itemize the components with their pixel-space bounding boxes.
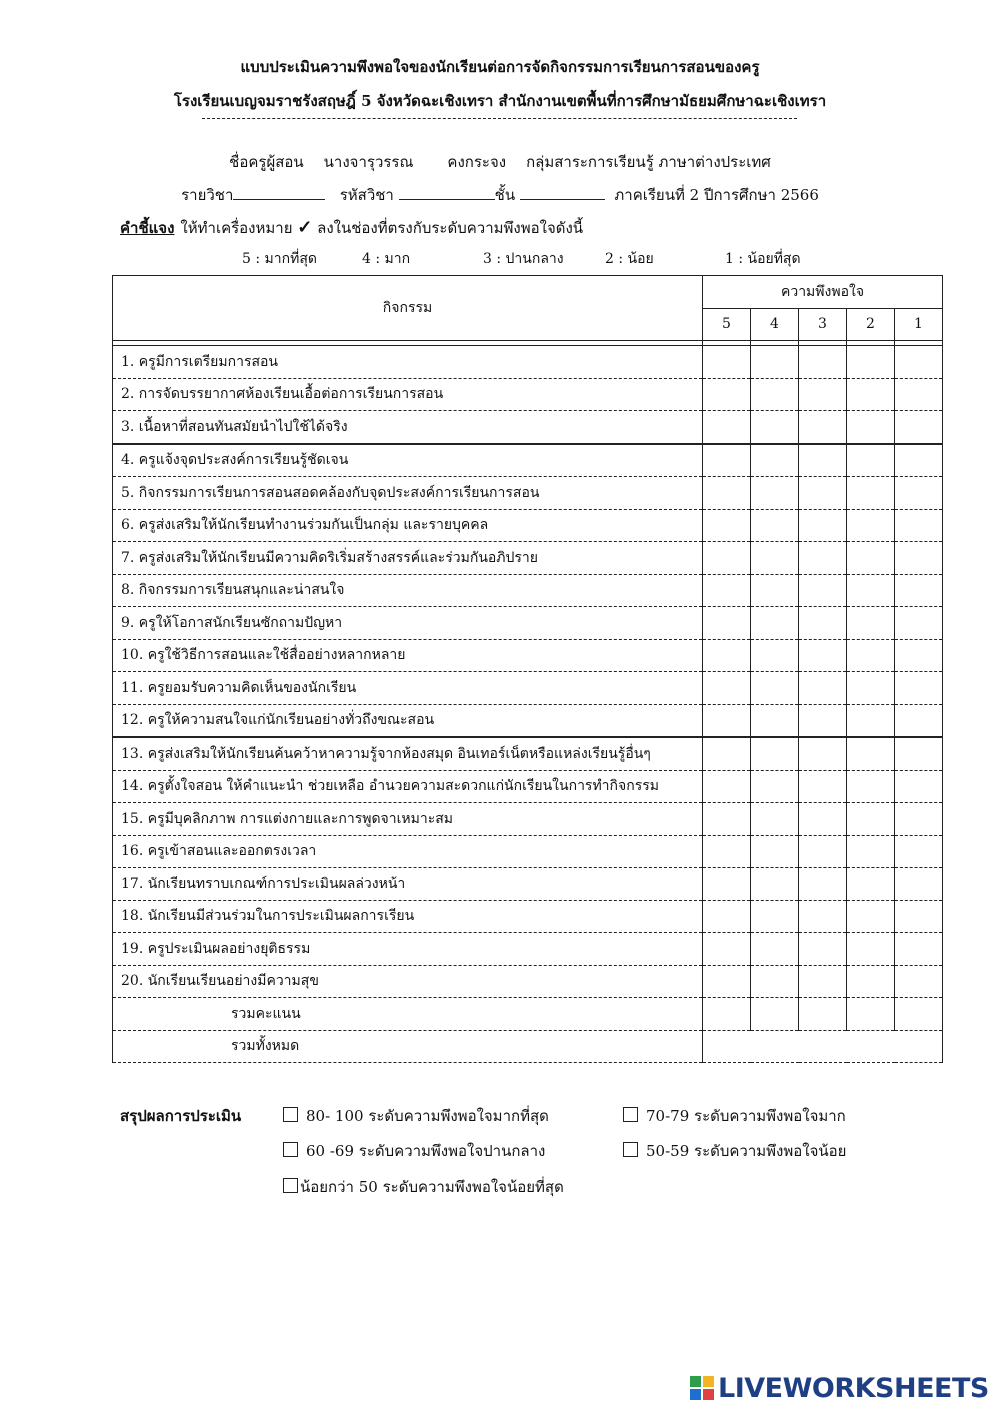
- summary-label: สรุปผลการประเมิน: [120, 1107, 242, 1125]
- table-row: [113, 509, 943, 542]
- activity-header: กิจกรรม: [113, 276, 703, 341]
- total-score-label: รวมคะแนน: [113, 998, 703, 1031]
- satisfaction-header: ความพึงพอใจ: [703, 276, 943, 309]
- rating-cell-3[interactable]: [799, 672, 847, 705]
- table-row: [113, 672, 943, 705]
- rating-cell-1[interactable]: [895, 378, 943, 411]
- total-score-row: [113, 998, 943, 1031]
- total-score-cell-5[interactable]: [703, 998, 751, 1031]
- rating-cell-4[interactable]: [751, 639, 799, 672]
- rating-cell-2[interactable]: [847, 346, 895, 379]
- summary-option-below-50[interactable]: [283, 1175, 564, 1199]
- grand-total-cell[interactable]: [703, 1030, 943, 1063]
- rating-cell-5[interactable]: [703, 574, 751, 607]
- level-header-4: 4: [751, 308, 799, 341]
- rating-cell-1[interactable]: [895, 803, 943, 836]
- rating-cell-5[interactable]: [703, 933, 751, 966]
- check-icon: ✓: [297, 217, 313, 238]
- teacher-name: นางจารุวรรณ: [323, 153, 414, 171]
- rating-cell-3[interactable]: [799, 965, 847, 998]
- checkbox-icon[interactable]: [283, 1178, 298, 1193]
- rating-cell-1[interactable]: [895, 835, 943, 868]
- rating-cell-4[interactable]: [751, 444, 799, 477]
- rating-cell-2[interactable]: [847, 835, 895, 868]
- rating-cell-4[interactable]: [751, 868, 799, 901]
- term-text: ภาคเรียนที่ 2 ปีการศึกษา 2566: [614, 186, 819, 204]
- rating-cell-2[interactable]: [847, 444, 895, 477]
- rating-cell-4[interactable]: [751, 672, 799, 705]
- table-row: [113, 607, 943, 640]
- rating-cell-5[interactable]: [703, 737, 751, 770]
- activity-cell: 19. ครูประเมินผลอย่างยุติธรรม: [113, 933, 703, 966]
- summary-option-text: 80- 100 ระดับความพึงพอใจมากที่สุด: [306, 1107, 549, 1125]
- rating-cell-1[interactable]: [895, 933, 943, 966]
- rating-cell-5[interactable]: [703, 704, 751, 737]
- grand-total-label: รวมทั้งหมด: [113, 1030, 703, 1063]
- activity-cell: 2. การจัดบรรยากาศห้องเรียนเอื้อต่อการเรียนการสอน: [113, 378, 703, 411]
- teacher-label: ชื่อครูผู้สอน: [229, 153, 304, 171]
- rating-cell-2[interactable]: [847, 803, 895, 836]
- rating-cell-2[interactable]: [847, 933, 895, 966]
- rating-cell-5[interactable]: [703, 835, 751, 868]
- rating-cell-1[interactable]: [895, 444, 943, 477]
- summary-option-text: น้อยกว่า 50 ระดับความพึงพอใจน้อยที่สุด: [300, 1178, 564, 1196]
- rating-cell-3[interactable]: [799, 933, 847, 966]
- rating-cell-3[interactable]: [799, 639, 847, 672]
- rating-cell-2[interactable]: [847, 965, 895, 998]
- instructions-text-after: ลงในช่องที่ตรงกับระดับความพึงพอใจดังนี้: [317, 219, 584, 237]
- rating-cell-2[interactable]: [847, 704, 895, 737]
- rating-cell-5[interactable]: [703, 607, 751, 640]
- rating-cell-4[interactable]: [751, 477, 799, 510]
- instructions-label: คำชี้แจง: [120, 219, 175, 237]
- rating-cell-2[interactable]: [847, 737, 895, 770]
- activity-cell: 9. ครูให้โอกาสนักเรียนซักถามปัญหา: [113, 607, 703, 640]
- rating-cell-3[interactable]: [799, 574, 847, 607]
- rating-cell-1[interactable]: [895, 900, 943, 933]
- rating-cell-3[interactable]: [799, 542, 847, 575]
- activity-cell: 12. ครูให้ความสนใจแก่นักเรียนอย่างทั่วถึงขณะสอน: [113, 704, 703, 737]
- rating-cell-3[interactable]: [799, 444, 847, 477]
- rating-cell-4[interactable]: [751, 933, 799, 966]
- rating-cell-1[interactable]: [895, 574, 943, 607]
- rating-cell-1[interactable]: [895, 704, 943, 737]
- total-score-cell-4[interactable]: [751, 998, 799, 1031]
- rating-cell-2[interactable]: [847, 574, 895, 607]
- instructions-text-before: ให้ทำเครื่องหมาย: [180, 219, 293, 237]
- rating-cell-2[interactable]: [847, 378, 895, 411]
- subject-line: [0, 183, 1000, 207]
- rating-cell-4[interactable]: [751, 411, 799, 444]
- rating-cell-4[interactable]: [751, 509, 799, 542]
- rating-cell-4[interactable]: [751, 346, 799, 379]
- scale-5: 5 : มากที่สุด: [242, 251, 317, 267]
- rating-cell-3[interactable]: [799, 737, 847, 770]
- checkbox-icon[interactable]: [283, 1142, 298, 1157]
- rating-cell-1[interactable]: [895, 672, 943, 705]
- rating-cell-5[interactable]: [703, 378, 751, 411]
- table-row: [113, 803, 943, 836]
- rating-cell-1[interactable]: [895, 639, 943, 672]
- rating-cell-4[interactable]: [751, 378, 799, 411]
- rating-cell-5[interactable]: [703, 346, 751, 379]
- activity-cell: 3. เนื้อหาที่สอนทันสมัยนำไปใช้ได้จริง: [113, 411, 703, 444]
- table-row: [113, 477, 943, 510]
- checkbox-icon[interactable]: [623, 1107, 638, 1122]
- activity-cell: 10. ครูใช้วิธีการสอนและใช้สื่ออย่างหลากหลาย: [113, 639, 703, 672]
- rating-cell-4[interactable]: [751, 574, 799, 607]
- class-label: ชั้น: [494, 186, 516, 204]
- summary-option-text: 60 -69 ระดับความพึงพอใจปานกลาง: [306, 1142, 546, 1160]
- rating-cell-4[interactable]: [751, 900, 799, 933]
- activity-cell: 8. กิจกรรมการเรียนสนุกและน่าสนใจ: [113, 574, 703, 607]
- table-row: [113, 835, 943, 868]
- table-row: [113, 868, 943, 901]
- rating-cell-1[interactable]: [895, 607, 943, 640]
- checkbox-icon[interactable]: [283, 1107, 298, 1122]
- rating-cell-4[interactable]: [751, 607, 799, 640]
- summary-option-70-79[interactable]: [623, 1104, 846, 1128]
- divider: [202, 118, 797, 119]
- rating-cell-5[interactable]: [703, 770, 751, 803]
- teacher-surname: คงกระจง: [447, 153, 507, 171]
- table-row: [113, 737, 943, 770]
- rating-cell-3[interactable]: [799, 607, 847, 640]
- summary-option-text: 50-59 ระดับความพึงพอใจน้อย: [646, 1142, 847, 1160]
- summary-option-60-69[interactable]: [283, 1139, 545, 1163]
- rating-cell-1[interactable]: [895, 346, 943, 379]
- activity-cell: 16. ครูเข้าสอนและออกตรงเวลา: [113, 835, 703, 868]
- activity-cell: 5. กิจกรรมการเรียนการสอนสอดคล้องกับจุดประสงค์การเรียนการสอน: [113, 477, 703, 510]
- activity-cell: 14. ครูตั้งใจสอน ให้คำแนะนำ ช่วยเหลือ อำนวยความสะดวกแก่นักเรียนในการทำกิจกรรม: [113, 770, 703, 803]
- rating-cell-3[interactable]: [799, 346, 847, 379]
- rating-cell-1[interactable]: [895, 965, 943, 998]
- rating-cell-3[interactable]: [799, 900, 847, 933]
- code-field[interactable]: [399, 187, 495, 200]
- level-header-1: 1: [895, 308, 943, 341]
- rating-cell-5[interactable]: [703, 509, 751, 542]
- table-row: [113, 542, 943, 575]
- rating-cell-1[interactable]: [895, 542, 943, 575]
- rating-cell-5[interactable]: [703, 965, 751, 998]
- table-row: [113, 444, 943, 477]
- class-field[interactable]: [520, 187, 605, 200]
- total-score-cell-3[interactable]: [799, 998, 847, 1031]
- activity-cell: 4. ครูแจ้งจุดประสงค์การเรียนรู้ชัดเจน: [113, 444, 703, 477]
- school-line: โรงเรียนเบญจมราชรังสฤษฎิ์ 5 จังหวัดฉะเชิงเทรา สำนักงานเขตพื้นที่การศึกษามัธยมศึกษาฉะเชิงเทรา: [173, 92, 827, 110]
- liveworksheets-logo: [690, 1373, 989, 1404]
- rating-cell-5[interactable]: [703, 672, 751, 705]
- rating-cell-2[interactable]: [847, 639, 895, 672]
- scale-4: 4 : มาก: [362, 251, 411, 267]
- rating-cell-5[interactable]: [703, 542, 751, 575]
- scale-3: 3 : ปานกลาง: [483, 251, 564, 267]
- table-row: [113, 770, 943, 803]
- rating-cell-1[interactable]: [895, 868, 943, 901]
- table-row: [113, 900, 943, 933]
- rating-cell-1[interactable]: [895, 509, 943, 542]
- rating-cell-4[interactable]: [751, 542, 799, 575]
- rating-cell-1[interactable]: [895, 737, 943, 770]
- rating-cell-3[interactable]: [799, 477, 847, 510]
- rating-cell-1[interactable]: [895, 477, 943, 510]
- rating-cell-3[interactable]: [799, 704, 847, 737]
- rating-cell-5[interactable]: [703, 444, 751, 477]
- rating-cell-2[interactable]: [847, 542, 895, 575]
- rating-cell-4[interactable]: [751, 835, 799, 868]
- table-row: [113, 639, 943, 672]
- rating-cell-4[interactable]: [751, 803, 799, 836]
- table-row: [113, 378, 943, 411]
- table-row: [113, 704, 943, 737]
- rating-cell-3[interactable]: [799, 509, 847, 542]
- grand-total-row: [113, 1030, 943, 1063]
- activity-cell: 13. ครูส่งเสริมให้นักเรียนค้นคว้าหาความรู้จากห้องสมุด อินเทอร์เน็ตหรือแหล่งเรียนรู้อื่นๆ: [113, 737, 703, 770]
- rating-cell-3[interactable]: [799, 411, 847, 444]
- rating-cell-4[interactable]: [751, 737, 799, 770]
- rating-cell-1[interactable]: [895, 770, 943, 803]
- rating-cell-2[interactable]: [847, 509, 895, 542]
- level-header-3: 3: [799, 308, 847, 341]
- rating-cell-3[interactable]: [799, 378, 847, 411]
- rating-cell-2[interactable]: [847, 770, 895, 803]
- rating-cell-2[interactable]: [847, 411, 895, 444]
- table-row: [113, 965, 943, 998]
- rating-cell-5[interactable]: [703, 411, 751, 444]
- rating-cell-2[interactable]: [847, 477, 895, 510]
- activity-cell: 7. ครูส่งเสริมให้นักเรียนมีความคิดริเริ่มสร้างสรรค์และร่วมกันอภิปราย: [113, 542, 703, 575]
- scale-1: 1 : น้อยที่สุด: [725, 251, 801, 267]
- activity-cell: 6. ครูส่งเสริมให้นักเรียนทำงานร่วมกันเป็นกลุ่ม และรายบุคคล: [113, 509, 703, 542]
- total-score-cell-1[interactable]: [895, 998, 943, 1031]
- summary-option-text: 70-79 ระดับความพึงพอใจมาก: [646, 1107, 846, 1125]
- rating-cell-4[interactable]: [751, 770, 799, 803]
- form-title: แบบประเมินความพึงพอใจของนักเรียนต่อการจัดกิจกรรมการเรียนการสอนของครู: [240, 58, 760, 76]
- rating-cell-3[interactable]: [799, 803, 847, 836]
- table-row: [113, 411, 943, 444]
- logo-text: LIVEWORKSHEETS: [718, 1373, 989, 1404]
- activity-cell: 18. นักเรียนมีส่วนร่วมในการประเมินผลการเรียน: [113, 900, 703, 933]
- activity-cell: 20. นักเรียนเรียนอย่างมีความสุข: [113, 965, 703, 998]
- subject-group: กลุ่มสาระการเรียนรู้ ภาษาต่างประเทศ: [526, 153, 771, 171]
- teacher-line: [0, 150, 1000, 174]
- instructions: [120, 216, 583, 240]
- rating-cell-5[interactable]: [703, 868, 751, 901]
- rating-cell-5[interactable]: [703, 477, 751, 510]
- rating-cell-3[interactable]: [799, 770, 847, 803]
- activity-cell: 17. นักเรียนทราบเกณฑ์การประเมินผลล่วงหน้า: [113, 868, 703, 901]
- checkbox-icon[interactable]: [623, 1142, 638, 1157]
- rating-cell-4[interactable]: [751, 704, 799, 737]
- summary-option-80-100[interactable]: [283, 1104, 549, 1128]
- level-header-5: 5: [703, 308, 751, 341]
- rating-cell-3[interactable]: [799, 835, 847, 868]
- table-row: [113, 933, 943, 966]
- rating-cell-1[interactable]: [895, 411, 943, 444]
- rating-cell-5[interactable]: [703, 900, 751, 933]
- subject-field[interactable]: [233, 187, 325, 200]
- rating-cell-5[interactable]: [703, 803, 751, 836]
- table-row: [113, 346, 943, 379]
- rating-cell-2[interactable]: [847, 672, 895, 705]
- rating-cell-4[interactable]: [751, 965, 799, 998]
- rating-cell-3[interactable]: [799, 868, 847, 901]
- total-score-cell-2[interactable]: [847, 998, 895, 1031]
- activity-cell: 11. ครูยอมรับความคิดเห็นของนักเรียน: [113, 672, 703, 705]
- table-row: [113, 574, 943, 607]
- level-header-2: 2: [847, 308, 895, 341]
- rating-cell-2[interactable]: [847, 868, 895, 901]
- activity-cell: 1. ครูมีการเตรียมการสอน: [113, 346, 703, 379]
- rating-cell-2[interactable]: [847, 607, 895, 640]
- evaluation-table: [112, 275, 943, 1063]
- rating-cell-5[interactable]: [703, 639, 751, 672]
- code-label: รหัสวิชา: [339, 186, 394, 204]
- rating-cell-2[interactable]: [847, 900, 895, 933]
- scale-2: 2 : น้อย: [605, 251, 654, 267]
- logo-blocks-icon: [690, 1376, 714, 1400]
- summary-option-50-59[interactable]: [623, 1139, 846, 1163]
- activity-cell: 15. ครูมีบุคลิกภาพ การแต่งกายและการพูดจาเหมาะสม: [113, 803, 703, 836]
- subject-label: รายวิชา: [181, 186, 234, 204]
